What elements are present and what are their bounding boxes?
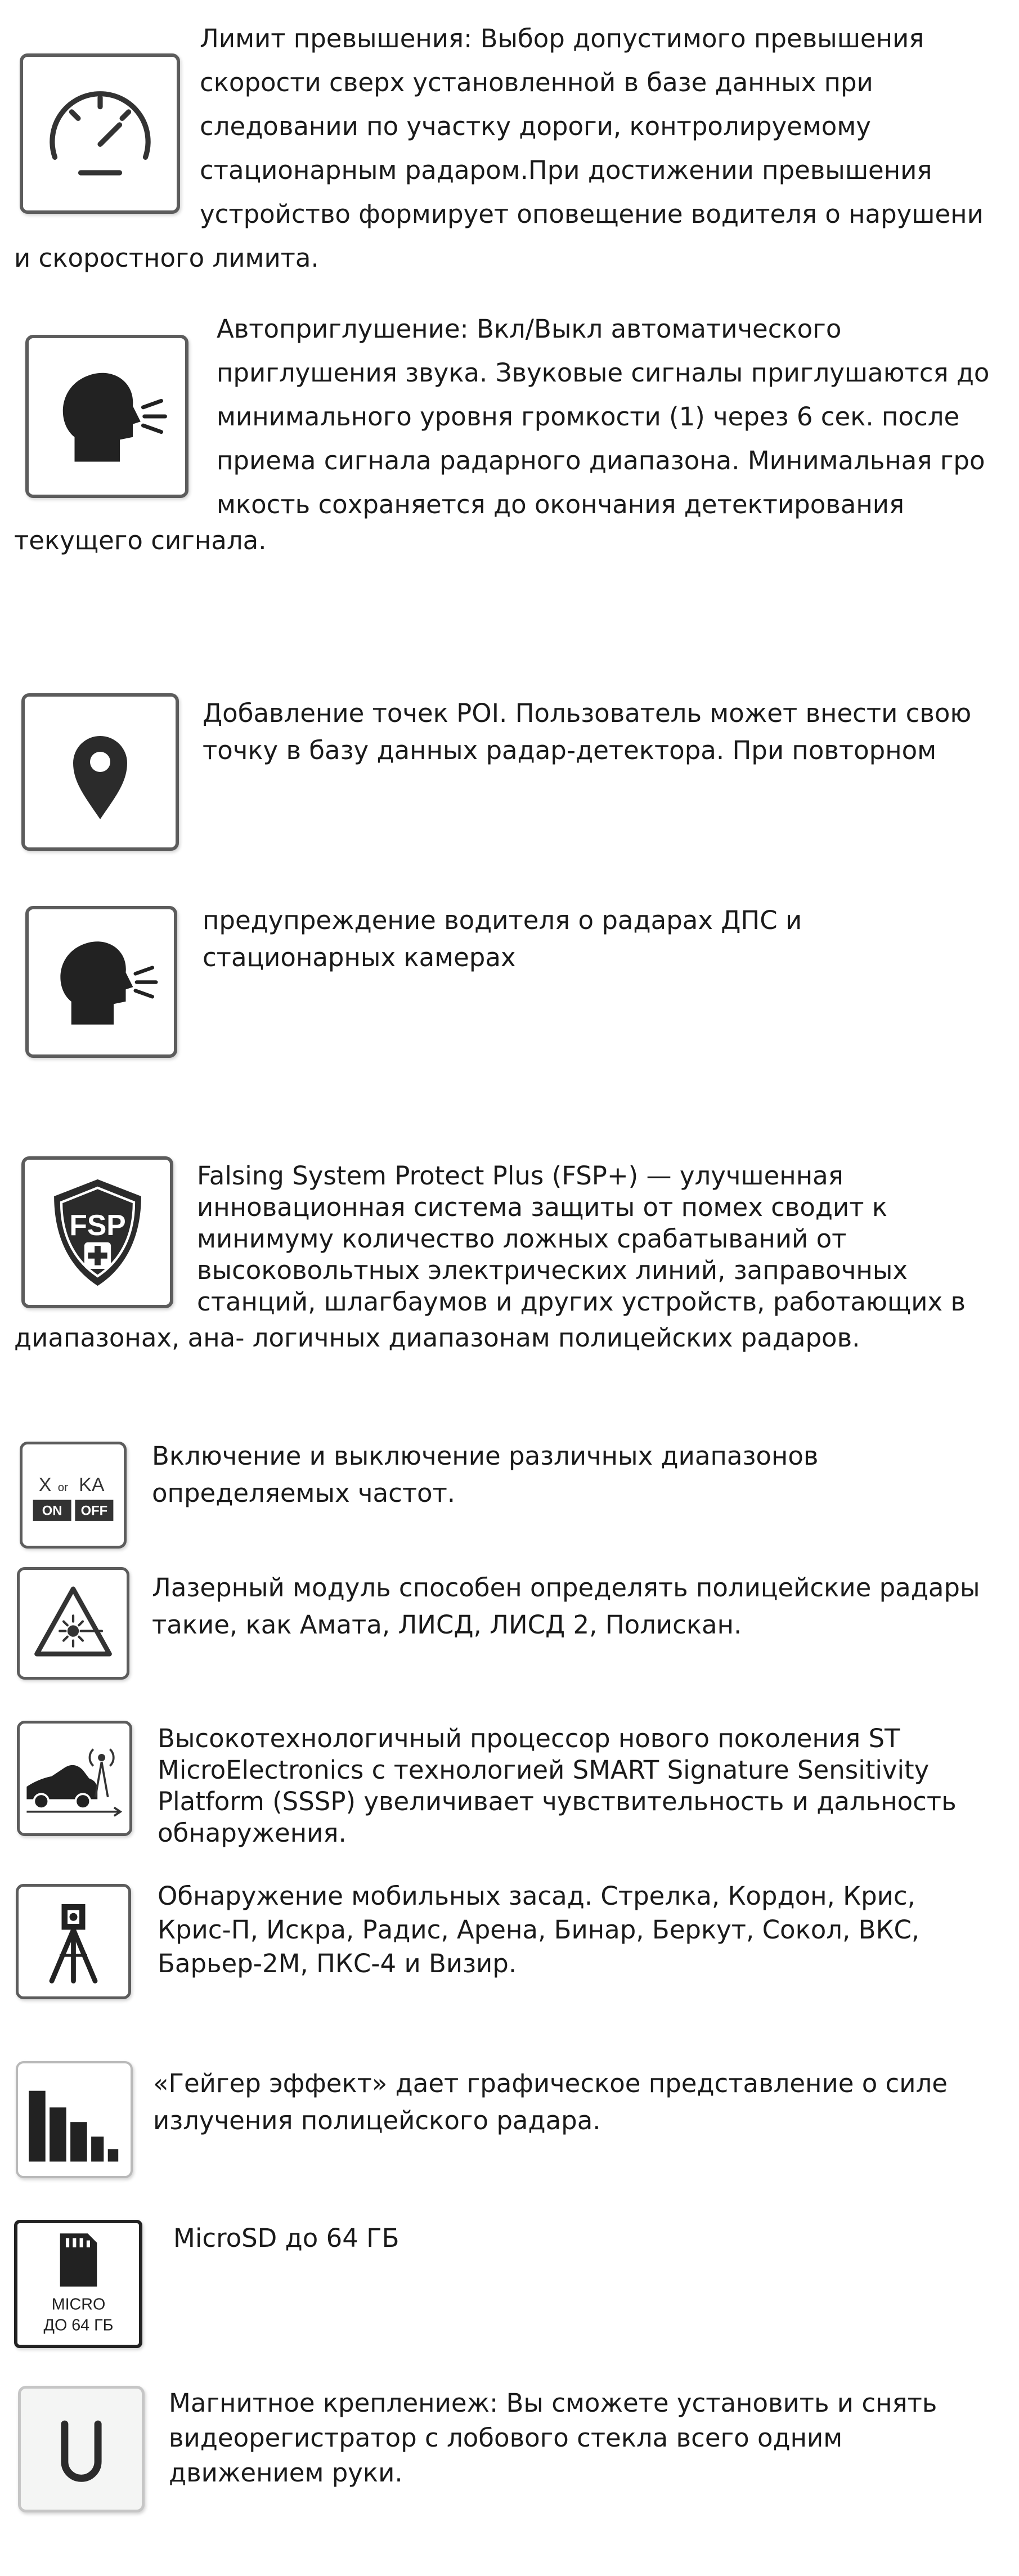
speaking-head-icon (25, 335, 188, 498)
fsp-shield-icon (21, 1156, 173, 1308)
feature-description: Включение и выключение различных диапазонов определяемых частот. (152, 1441, 819, 1508)
tripod-camera-icon (16, 1884, 131, 1999)
speedometer-icon (20, 53, 180, 214)
speaking-head-icon (25, 906, 177, 1058)
laser-warning-icon (17, 1567, 129, 1680)
feature-description: Лазерный модуль способен определять полицейские радары такие, как Амата, ЛИСД, ЛИСД 2, Полискан. (152, 1573, 980, 1640)
band-ka-label: KA (79, 1474, 105, 1496)
band-x-label: X (38, 1474, 52, 1496)
microsd-card-icon (14, 2220, 142, 2348)
magnet-icon (18, 2386, 145, 2512)
microsd-label-capacity: ДО 64 ГБ (43, 2316, 113, 2334)
car-radar-icon (17, 1721, 132, 1836)
band-toggle-icon (20, 1442, 127, 1549)
signal-bars-icon (16, 2061, 133, 2178)
fsp-text: FSP (69, 1208, 126, 1241)
feature-description: Добавление точек POI. Пользователь может внести свою точку в базу данных радар-детектора. При повторном (203, 698, 972, 765)
feature-description: MicroSD до 64 ГБ (173, 2223, 399, 2253)
band-on-label: ON (42, 1503, 62, 1519)
feature-description: Автоприглушение: Вкл/Выкл автоматического приглушения звука. Звуковые сигналы приглушаются до минимального уровня громкости (1) через 6 сек. после приема сигнала радарного диапазона. Минимальная гро мкость сохраняется до окончания детектирования текущего сигнала. (14, 314, 990, 555)
feature-description: Высокотехнологичный процессор нового поколения ST MicroElectronics с технологией SMART Signature Sensitivity Platform (SSSP) увеличивает чувствительность и дальность обнаружения. (158, 1724, 957, 1848)
feature-description: предупреждение водителя о радарах ДПС и стационарных камерах (203, 905, 802, 972)
feature-description: Обнаружение мобильных засад. Стрелка, Кордон, Крис, Крис-П, Искра, Радис, Арена, Бинар, Беркут, Сокол, ВКС, Барьер-2М, ПКС-4 и Визир. (158, 1881, 920, 1978)
band-off-label: OFF (80, 1503, 108, 1519)
map-pin-icon (21, 693, 179, 851)
feature-description: Лимит превышения: Выбор допустимого превышения скорости сверх установленной в базе данных при следовании по участку дороги, контролируемому стационарным радаром.При достижении превышения устройство формирует оповещение водителя о нарушени и скоростного лимита. (14, 24, 984, 273)
feature-description: Магнитное креплениеж: Вы сможете установить и снять видеорегистратор с лобового стекла всего одним движением руки. (169, 2388, 937, 2488)
microsd-label-micro: MICRO (51, 2295, 105, 2314)
band-or-label: or (57, 1482, 68, 1495)
feature-description: «Гейгер эффект» дает графическое представление о силе излучения полицейского радара. (153, 2068, 948, 2135)
feature-description: Falsing System Protect Plus (FSP+) — улучшенная инновационная система защиты от помех сводит к минимуму количество ложных срабатываний от высоковольтных электрических линий, заправочных станций, шлагбаумов и других устройств, работающих в диапазонах, ана- логичных диапазонам полицейских радаров. (14, 1161, 966, 1353)
